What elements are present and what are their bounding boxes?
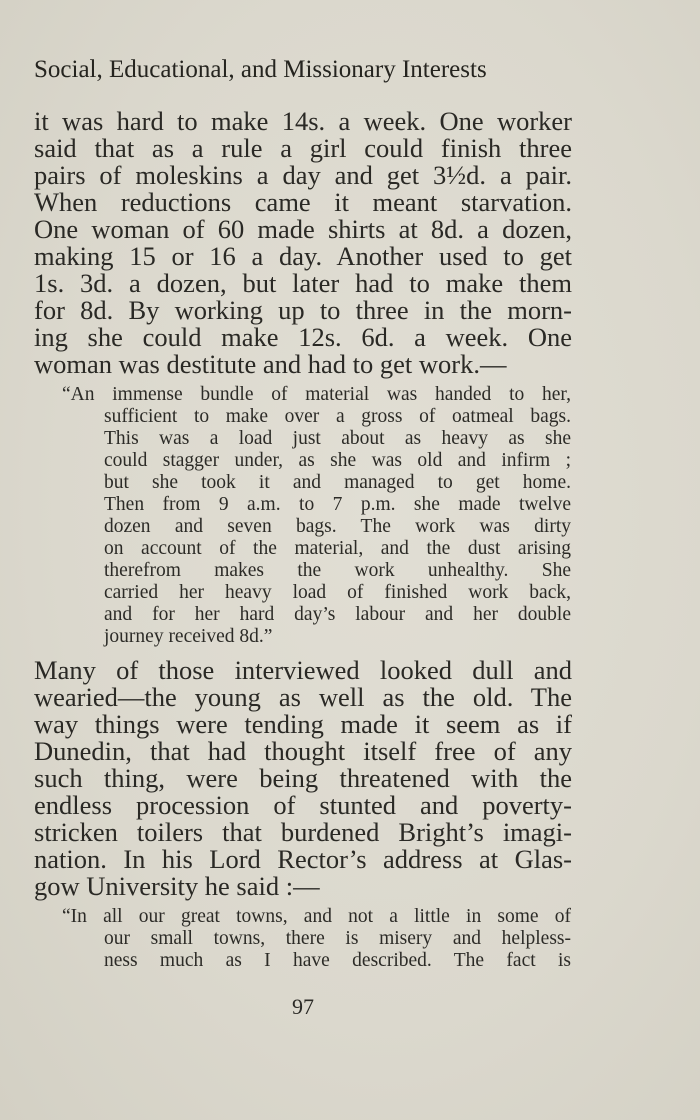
quote-line: ness much as I have described. The fact is [104, 950, 571, 971]
paragraph-line: When reductions came it meant starvation. [34, 187, 572, 217]
paragraph-line: Many of those interviewed looked dull and [34, 655, 572, 685]
quote-line: but she took it and managed to get home. [104, 472, 571, 493]
quote-line: journey received 8d.” [104, 626, 273, 647]
quote-line: and for her hard day’s labour and her double [104, 604, 571, 625]
quote-line: carried her heavy load of finished work back, [104, 582, 571, 603]
quote-line: on account of the material, and the dust arising [104, 538, 571, 559]
paragraph-line: way things were tending made it seem as if [34, 709, 572, 739]
page-number: 97 [292, 994, 314, 1019]
paragraph-line: for 8d. By working up to three in the morn- [34, 295, 572, 325]
quote-line: dozen and seven bags. The work was dirty [104, 516, 571, 537]
paragraph-line: pairs of moleskins a day and get 3½d. a pair. [34, 160, 572, 190]
quote-line: “In all our great towns, and not a little in some of [62, 906, 571, 927]
paragraph-line: wearied—the young as well as the old. The [34, 682, 572, 712]
paragraph-line: Dunedin, that had thought itself free of any [34, 736, 572, 766]
paragraph-line: said that as a rule a girl could finish three [34, 133, 572, 163]
quote-line: could stagger under, as she was old and infirm ; [104, 450, 571, 471]
paragraph-line: woman was destitute and had to get work.— [34, 349, 507, 379]
paragraph-line: 1s. 3d. a dozen, but later had to make them [34, 268, 572, 298]
quote-line: therefrom makes the work unhealthy. She [104, 560, 571, 581]
quote-line: This was a load just about as heavy as she [104, 428, 571, 449]
paragraph-line: it was hard to make 14s. a week. One worker [34, 106, 572, 136]
quote-line: our small towns, there is misery and helpless- [104, 928, 571, 949]
quote-line: Then from 9 a.m. to 7 p.m. she made twelve [104, 494, 571, 515]
quote-line: “An immense bundle of material was handed to her, [62, 384, 571, 405]
running-header: Social, Educational, and Missionary Interests [34, 56, 487, 83]
paragraph-line: nation. In his Lord Rector’s address at Glas- [34, 844, 572, 874]
paragraph-line: endless procession of stunted and poverty- [34, 790, 572, 820]
paragraph-line: gow University he said :— [34, 871, 320, 901]
paragraph-line: making 15 or 16 a day. Another used to get [34, 241, 572, 271]
paragraph-line: stricken toilers that burdened Bright’s imagi- [34, 817, 572, 847]
paragraph-line: ing she could make 12s. 6d. a week. One [34, 322, 572, 352]
paragraph-line: such thing, were being threatened with the [34, 763, 572, 793]
quote-line: sufficient to make over a gross of oatmeal bags. [104, 406, 571, 427]
paragraph-line: One woman of 60 made shirts at 8d. a dozen, [34, 214, 572, 244]
